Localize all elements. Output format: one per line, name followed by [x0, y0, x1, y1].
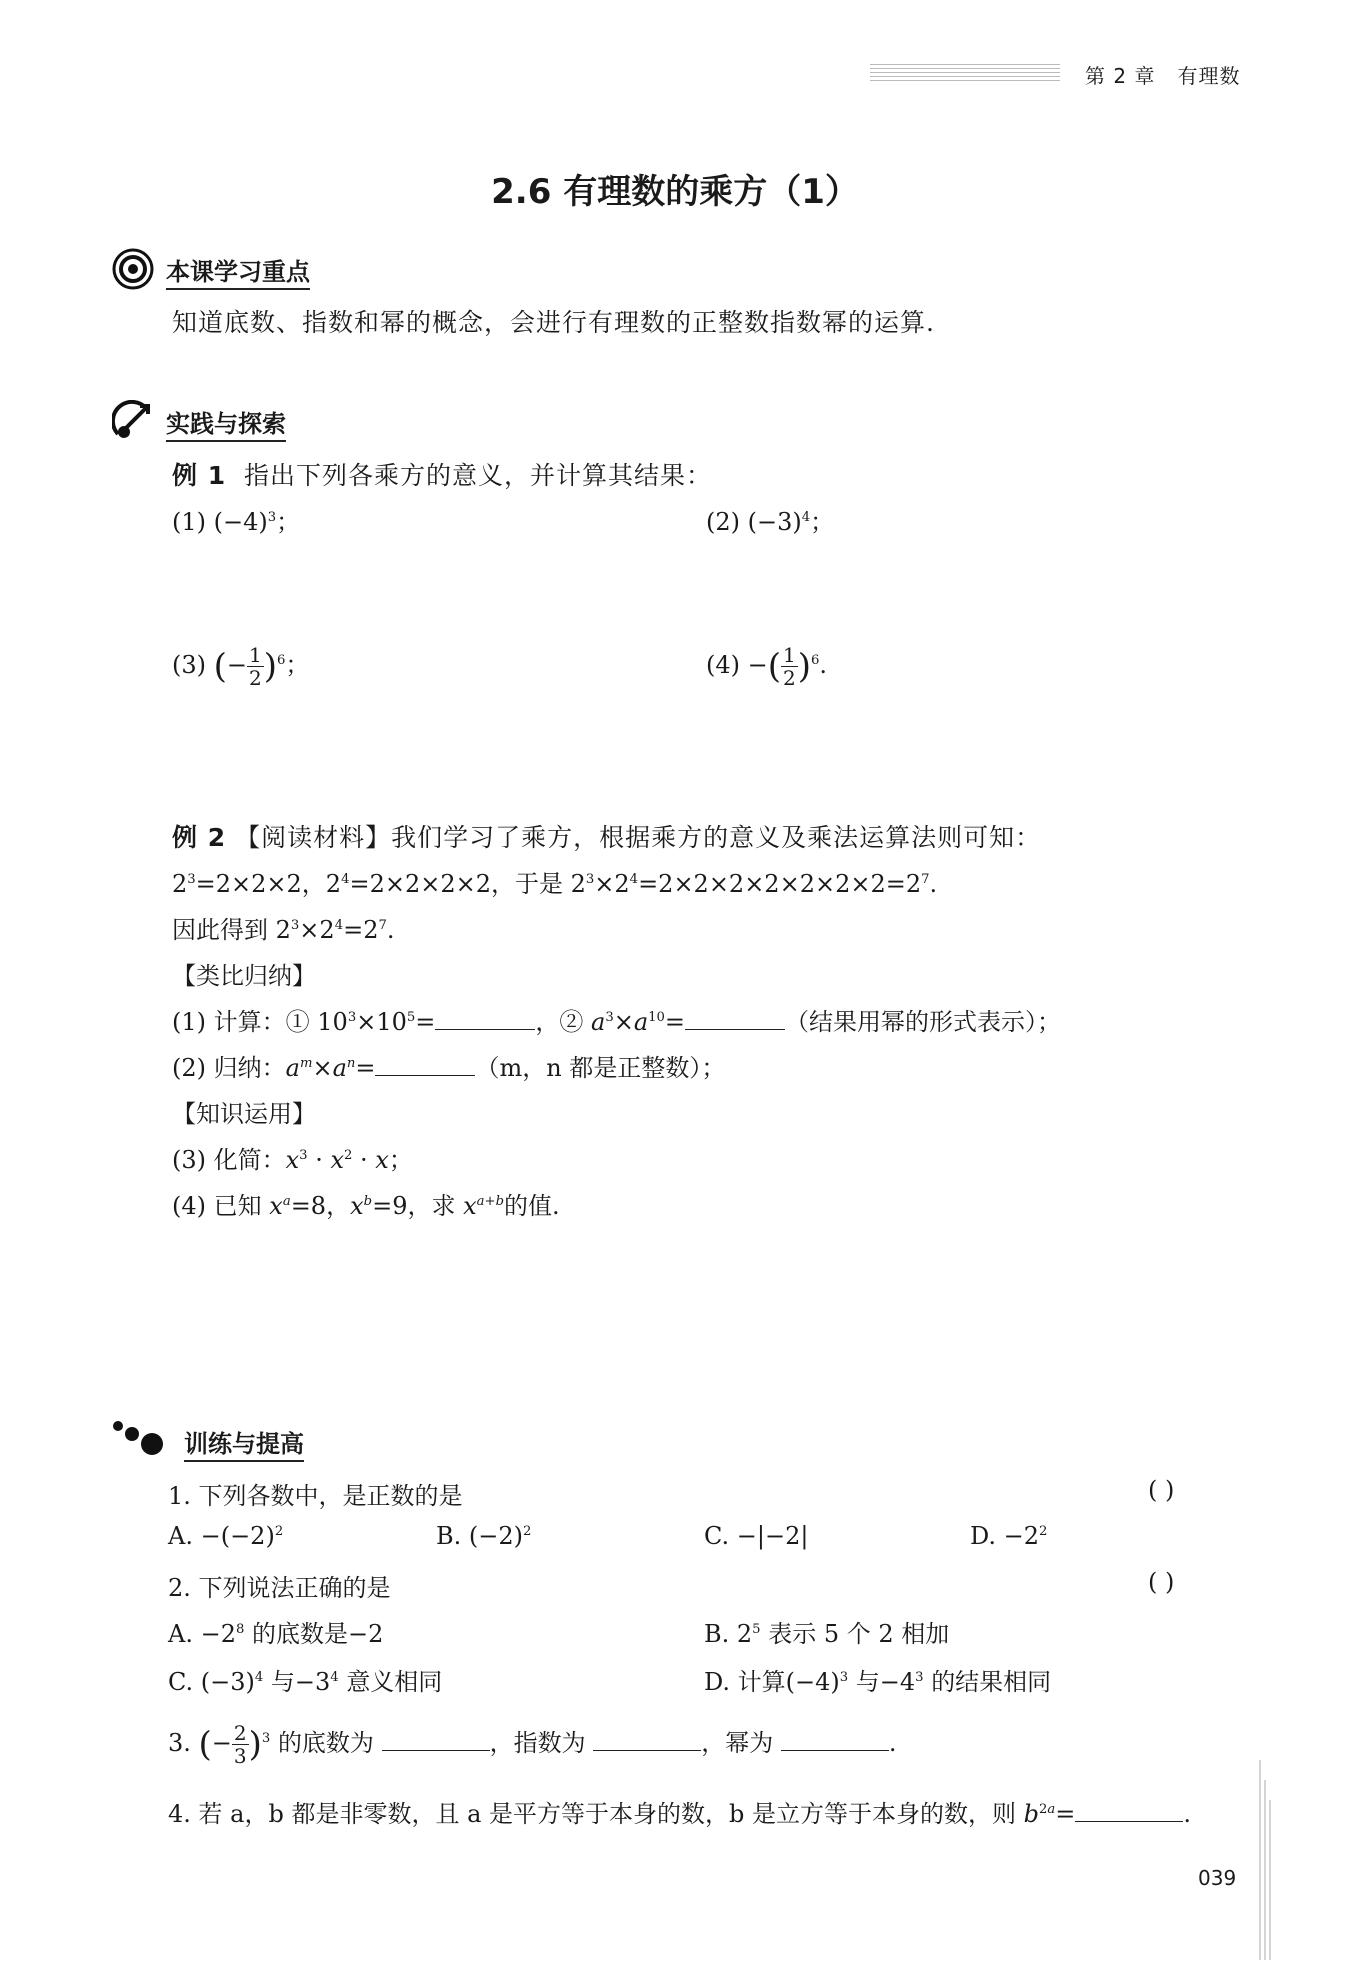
focus-heading: 本课学习重点 [166, 252, 310, 290]
q1-stem: 1. 下列各数中，是正数的是 [168, 1482, 463, 1510]
apply-tag: 【知识运用】 [172, 1100, 316, 1128]
reading-material-text: 我们学习了乘方，根据乘方的意义及乘法运算法则可知： [391, 823, 1042, 852]
q2-option-b[interactable]: B. $2^5$ 表示 5 个 2 相加 [704, 1620, 950, 1648]
example2-q4: (4) 已知 $x^a=8$，$x^b=9$，求 $x^{a+b}$的值. [172, 1192, 560, 1220]
page-number: 039 [1198, 1866, 1237, 1890]
example2-formula-2: 因此得到 $2^3\times 2^4=2^7$. [172, 916, 395, 944]
example2-label: 例 2 [172, 823, 227, 852]
example1-item-3: (3) (− $\frac{1}{2}$ )$^6$； [172, 643, 310, 690]
example1-item-1: (1) $(-4)^3$； [172, 508, 301, 536]
answer-blank[interactable] [593, 1730, 701, 1751]
target-icon [112, 248, 154, 294]
q3-line: 3. (− $\frac{2}{3}$ )$^3$ 的底数为 ，指数为 ，幂为 . [168, 1721, 897, 1768]
q1-answer-bracket[interactable]: ( ) [1148, 1476, 1175, 1504]
example2-q2: (2) 归纳：$a^m\times a^n= (m$，n 都是正整数）； [172, 1054, 726, 1082]
training-heading: 训练与提高 [184, 1424, 304, 1462]
dots-icon [112, 1416, 172, 1460]
example1-item-4: (4) −( $\frac{1}{2}$ )$^6$. [706, 643, 828, 690]
practice-heading: 实践与探索 [166, 404, 286, 442]
reading-material-tag: 【阅读材料】 [235, 823, 392, 852]
header-decoration [870, 64, 1060, 86]
example1-line [172, 456, 712, 492]
answer-blank[interactable] [685, 1009, 785, 1030]
answer-blank[interactable] [1075, 1801, 1183, 1822]
q1-option-c[interactable]: C. −|−2| [704, 1522, 809, 1550]
q1-option-d[interactable]: D. $-2^2$ [970, 1522, 1048, 1550]
answer-blank[interactable] [435, 1009, 535, 1030]
chapter-number: 第 2 章 [1085, 64, 1156, 88]
example1-prompt: 指出下列各乘方的意义，并计算其结果： [244, 461, 713, 490]
analogy-tag: 【类比归纳】 [172, 962, 316, 990]
edge-lines [1258, 1760, 1274, 1960]
example2-q1: (1) 计算：① $10^3\times 10^5=$ ，② $a^3\times a^{10}=$ （结果用幂的形式表示）； [172, 1008, 1062, 1036]
q2-option-a[interactable]: A. $-2^8$ 的底数是−2 [168, 1620, 384, 1648]
focus-text: 知道底数、指数和幂的概念，会进行有理数的正整数指数幂的运算. [172, 308, 935, 337]
example2-line [172, 818, 1262, 854]
answer-blank[interactable] [781, 1730, 889, 1751]
example2-q3: (3) 化简：$x^3 \cdot x^2 \cdot x$； [172, 1146, 413, 1174]
running-header [1085, 60, 1241, 89]
q2-option-d[interactable]: D. 计算$(-4)^3$ 与$-4^3$ 的结果相同 [704, 1668, 1052, 1696]
q2-stem: 2. 下列说法正确的是 [168, 1574, 391, 1602]
answer-blank[interactable] [382, 1730, 490, 1751]
example1-label: 例 1 [172, 461, 227, 490]
q2-answer-bracket[interactable]: ( ) [1148, 1568, 1175, 1596]
answer-blank[interactable] [375, 1055, 475, 1076]
chapter-title: 有理数 [1177, 64, 1241, 88]
q2-option-c[interactable]: C. $(-3)^4$ 与$-3^4$ 意义相同 [168, 1668, 443, 1696]
page-title: 2.6 有理数的乘方（1） [491, 172, 859, 212]
arrow-target-icon [112, 400, 154, 446]
q1-option-a[interactable]: A. $-(-2)^2$ [168, 1522, 284, 1550]
q1-option-b[interactable]: B. $(-2)^2$ [436, 1522, 532, 1550]
example2-formula-1: $2^3=2\times 2\times 2$，$2^4=2\times 2\times 2\times 2$，于是 $2^3\times 2^4=2\times 2\times 2\times 2\times 2\times 2\times 2=2^7$. [172, 870, 938, 898]
q4-line: 4. 若 a，b 都是非零数，且 a 是平方等于本身的数，b 是立方等于本身的数，则 $b^{2a}=$ . [168, 1800, 1192, 1828]
example1-item-2: (2) $(-3)^4$； [706, 508, 835, 536]
